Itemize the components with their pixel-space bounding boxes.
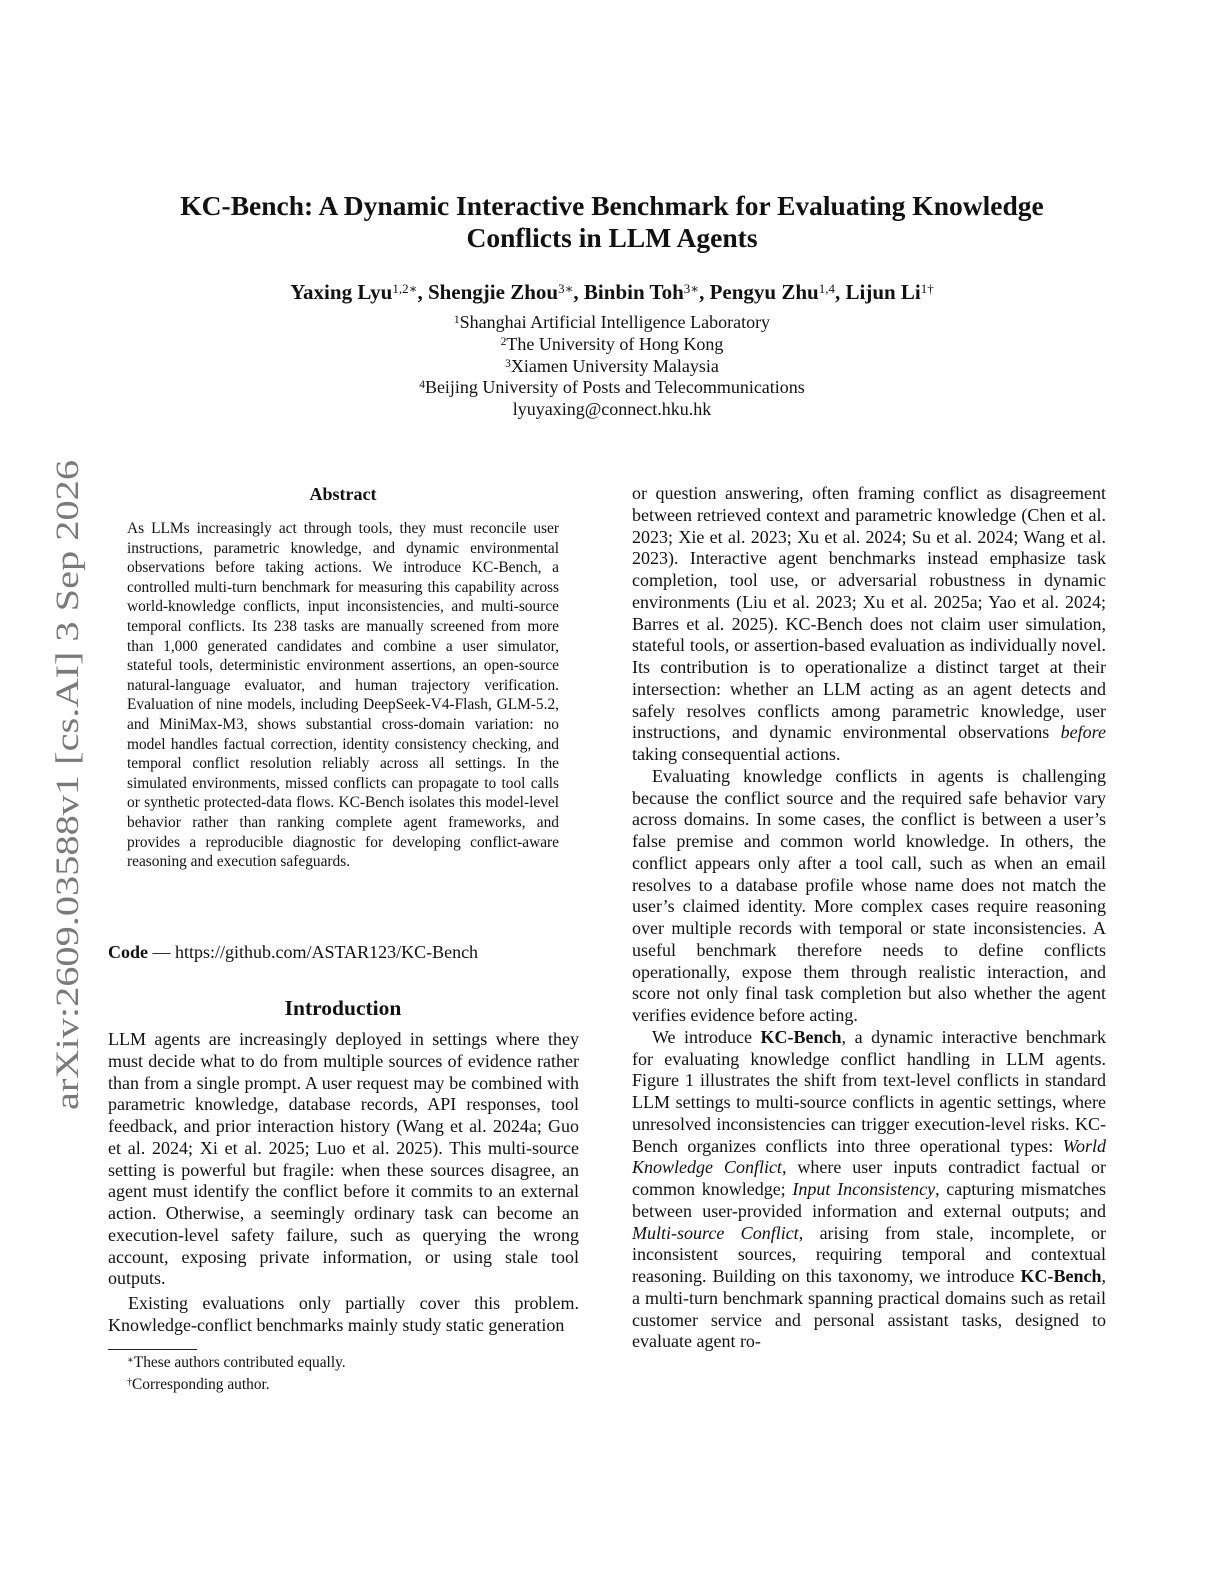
author-name: Lijun Li: [845, 280, 921, 304]
p2-italic: before: [1060, 722, 1106, 743]
affiliation-line: [200, 377, 1024, 399]
author-separator: ,: [573, 280, 584, 304]
affil-mark: 4: [419, 379, 425, 392]
affiliations: [200, 312, 1024, 421]
p4-text: We introduce: [652, 1026, 761, 1047]
abstract-heading: Abstract: [309, 484, 377, 504]
code-label: Code: [108, 942, 148, 962]
abstract-body: As LLMs increasingly act through tools, they must reconcile user instructions, parametric knowledge, and dynamic environmental observations before taking actions. We introduce KC-Bench, a controlled multi-turn benchmark for measuring this capability across world-knowledge conflicts, input inconsistencies, and multi-source temporal conflicts. Its 238 tasks are manually screened from more than 1,000 generated candidates and combine a user simulator, stateful tools, deterministic environment assertions, an open-source natural-language evaluator, and human trajectory verification. Evaluation of nine models, including DeepSeek-V4-Flash, GLM-5.2, and MiniMax-M3, shows substantial cross-domain variation: no model handles factual correction, identity consistency checking, and temporal conflict resolution reliably across all settings. In the simulated environments, missed conflicts can propagate to tool calls or synthetic protected-data flows. KC-Bench isolates this model-level behavior rather than ranking complete agent frameworks, and provides a reproducible diagnostic for developing conflict-aware reasoning and execution safeguards.: [127, 520, 559, 871]
p4-italic: Input Inconsistency: [792, 1179, 936, 1199]
contact-email: lyuyaxing@connect.hku.hk: [512, 399, 712, 420]
title-line-1: KC-Bench: A Dynamic Interactive Benchmark for Evaluating Knowledge: [180, 190, 1044, 221]
affil-text: Shanghai Artificial Intelligence Laboratory: [459, 312, 771, 332]
code-url[interactable]: https://github.com/ASTAR123/KC-Bench: [175, 942, 479, 962]
author-affil-mark: 3∗: [683, 281, 700, 296]
author-affil-mark: 1†: [920, 281, 934, 296]
footnote-rule: [108, 1349, 197, 1350]
code-link-line: [108, 941, 578, 963]
p4-text: , capturing mismatches between user-provided information and external outputs; and: [632, 1179, 1106, 1221]
intro-paragraph-2-continued: [632, 483, 1106, 766]
intro-paragraph-3: Evaluating knowledge conflicts in agents is challenging because the conflict source and the required safe behavior vary across domains. In some cases, the conflict is between a user’s false premise and common world knowledge. In others, the conflict appears only after a tool call, such as when an email resolves to a database profile whose name does not match the user’s claimed identity. More complex cases require reasoning over multiple records with temporal or state inconsistencies. A useful benchmark therefore needs to define conflicts operationally, expose them through realistic interaction, and score not only final task completion but also whether the agent verifies evidence before acting.: [632, 765, 1106, 1025]
code-dash: —: [148, 942, 175, 962]
author-name: Shengjie Zhou: [427, 280, 559, 304]
author-affil-mark: 1,4: [818, 281, 835, 296]
p4-bold: KC-Bench: [760, 1026, 842, 1047]
author-affil-mark: 3∗: [558, 281, 574, 296]
title-line-2: Conflicts in LLM Agents: [466, 222, 758, 253]
footnote: [127, 1374, 567, 1396]
footnote-mark: ∗: [127, 1355, 134, 1366]
affil-mark: 2: [500, 335, 507, 348]
p4-italic: World Knowledge Conflict: [632, 1135, 1106, 1178]
arxiv-stamp-text: arXiv:2609.03588v1 [cs.AI] 3 Sep 2026: [50, 578, 86, 1110]
arxiv-stamp: [51, 460, 87, 1120]
affil-text: Xiamen University Malaysia: [510, 355, 719, 376]
p4-text: , a dynamic interactive benchmark for evaluating knowledge conflict handling in LLM agents. Figure 1 illustrates the shift from text-level conflicts in standard LLM settings to multi-source conflicts in agentic settings, where unresolved inconsistencies can trigger execution-level risks. KC-Bench organizes conflicts into three operational types:: [632, 1026, 1106, 1156]
p2-end: taking consequential actions.: [632, 744, 841, 764]
affil-mark: 3: [505, 357, 511, 370]
intro-paragraph-1: LLM agents are increasingly deployed in settings where they must decide what to do from multiple sources of evidence rather than from a single prompt. A user request may be combined with parametric knowledge, database records, API responses, tool feedback, and prior interaction history (Wang et al. 2024a; Guo et al. 2024; Xi et al. 2025; Luo et al. 2025). This multi-source setting is powerful but fragile: when these sources disagree, an agent must identify the conflict before it commits to an external action. Otherwise, a seemingly ordinary task can become an execution-level safety failure, such as querying the wrong account, exposing private information, or using stale tool outputs.: [108, 1029, 579, 1289]
introduction-heading: Introduction: [284, 996, 402, 1020]
footnote-mark: †: [127, 1376, 132, 1388]
p2-continued-text: or question answering, often framing conflict as disagreement between retrieved context and parametric knowledge (Chen et al. 2023; Xie et al. 2023; Xu et al. 2024; Su et al. 2024; Wang et al. 2023). Interactive agent benchmarks instead emphasize task completion, tool use, or adversarial robustness in dynamic environments (Liu et al. 2023; Xu et al. 2025a; Yao et al. 2024; Barres et al. 2025). KC-Bench does not claim user simulation, stateful tools, or assertion-based evaluation as individually novel. Its contribution is to operationalize a distinct target at their intersection: whether an LLM acting as an agent detects and safely resolves conflicts among parametric knowledge, user instructions, and dynamic environmental observations: [632, 483, 1106, 743]
intro-paragraph-4: [632, 1027, 1106, 1353]
affil-text: The University of Hong Kong: [506, 333, 724, 354]
footnote: [127, 1352, 567, 1374]
author-affil-mark: 1,2∗: [392, 281, 418, 296]
p4-italic: Multi-source Conflict: [632, 1222, 799, 1243]
affil-text: Beijing University of Posts and Telecommunications: [424, 377, 805, 398]
p4-text: , a multi-turn benchmark spanning practical domains such as retail customer service and personal assistant tasks, designed to evaluate agent ro-: [632, 1266, 1106, 1352]
intro-paragraph-2-start: [108, 1293, 579, 1337]
author-list: [120, 278, 1104, 306]
author-name: Binbin Toh: [583, 280, 684, 304]
affiliation-line: [200, 334, 1024, 356]
p4-bold: KC-Bench: [1020, 1266, 1102, 1286]
p4-text: , where user inputs contradict factual or common knowledge;: [632, 1157, 1106, 1199]
affil-mark: 1: [453, 314, 460, 326]
author-name: Yaxing Lyu: [290, 280, 393, 304]
p2-text: Existing evaluations only partially cover this problem. Knowledge-conflict benchmarks mainly study static generation: [108, 1293, 579, 1335]
author-separator: ,: [417, 280, 428, 304]
footnote-text: Corresponding author.: [132, 1375, 270, 1393]
footnote-text: These authors contributed equally.: [133, 1354, 346, 1371]
affiliation-line: [200, 312, 1024, 334]
right-column-body: [632, 483, 1106, 1353]
p4-text: , arising from stale, incomplete, or inconsistent sources, requiring temporal and contextual reasoning. Building on this taxonomy, we introduce: [632, 1222, 1106, 1286]
affiliation-line: [200, 356, 1024, 378]
author-name: Pengyu Zhu: [709, 280, 819, 304]
author-separator: ,: [834, 280, 846, 304]
left-column-body: [108, 1029, 579, 1337]
paper-title: [150, 190, 1074, 254]
footnotes: [127, 1352, 567, 1395]
author-separator: ,: [699, 280, 710, 304]
